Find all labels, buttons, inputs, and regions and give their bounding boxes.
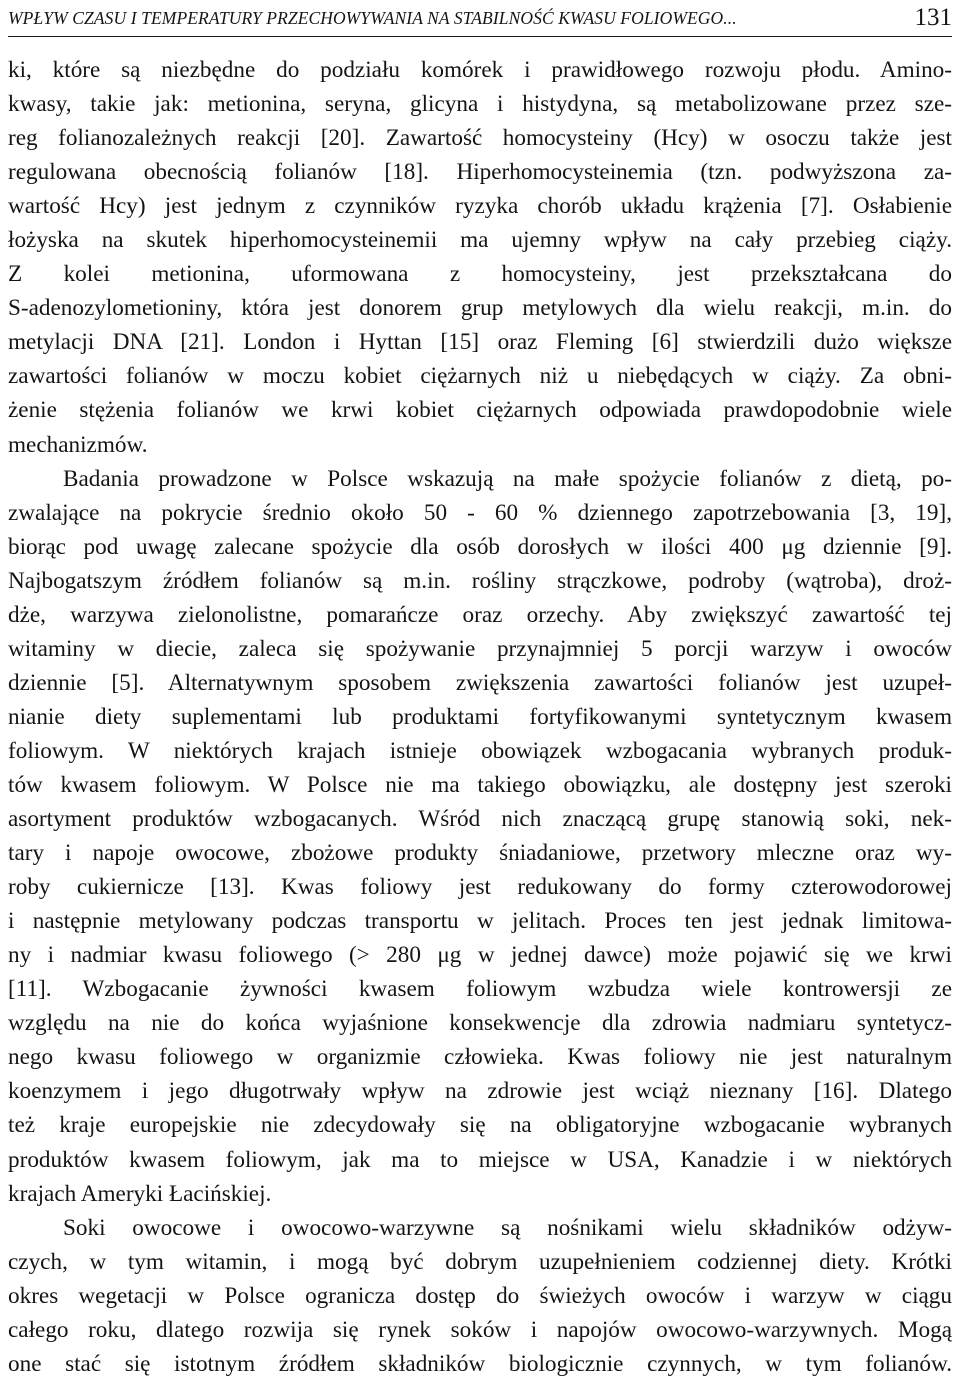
paragraph bbox=[8, 1211, 952, 1381]
text-line: metylacji DNA [21]. London i Hyttan [15] oraz Fleming [6] stwierdzili dużo większe bbox=[8, 329, 952, 356]
text-line: regulowana obecnością folianów [18]. Hiperhomocysteinemia (tzn. podwyższona za- bbox=[8, 159, 952, 186]
text-line: dziennie [5]. Alternatywnym sposobem zwiększenia zawartości folianów jest uzupeł- bbox=[8, 669, 952, 696]
text-line: wartość Hcy) jest jednym z czynników ryzyka chorób układu krążenia [7]. Osłabienie bbox=[8, 193, 952, 220]
text-line: [11]. Wzbogacanie żywności kwasem foliowym wzbudza wiele kontrowersji ze bbox=[8, 976, 952, 1003]
text-line: kwasy, takie jak: metionina, seryna, glicyna i histydyna, są metabolizowane przez sze- bbox=[8, 91, 952, 118]
paragraph bbox=[8, 53, 952, 462]
running-title: WPŁYW CZASU I TEMPERATURY PRZECHOWYWANIA NA STABILNOŚĆ KWASU FOLIOWEGO... bbox=[8, 8, 737, 28]
text-line: produktów kwasem foliowym, jak ma to miejsce w USA, Kanadzie i w niektórych bbox=[8, 1146, 952, 1173]
text-line: dże, warzywa zielonolistne, pomarańcze oraz orzechy. Aby zwiększyć zawartość tej bbox=[8, 601, 952, 628]
text-line: roby cukiernicze [13]. Kwas foliowy jest redukowany do formy czterowodorowej bbox=[8, 874, 952, 901]
body-text bbox=[8, 53, 952, 1381]
text-line: i następnie metylowany podczas transportu w jelitach. Proces ten jest jednak limitowa- bbox=[8, 908, 952, 935]
text-line: ki, które są niezbędne do podziału komórek i prawidłowego rozwoju płodu. Amino- bbox=[8, 57, 952, 83]
text-line: asortyment produktów wzbogacanych. Wśród nich znaczącą grupę stanowią soki, nek- bbox=[8, 806, 952, 833]
text-line: krajach Ameryki Łacińskiej. bbox=[8, 1180, 272, 1207]
text-line: S-adenozylometioniny, która jest donorem grup metylowych dla wielu reakcji, m.in. do bbox=[8, 295, 952, 322]
text-line: koenzymem i jego długotrwały wpływ na zdrowie jest wciąż nieznany [16]. Dlatego bbox=[8, 1078, 952, 1105]
text-line: czych, w tym witamin, i mogą być dobrym uzupełnieniem codziennej diety. Krótki bbox=[8, 1248, 952, 1275]
text-line: tary i napoje owocowe, zbożowe produkty śniadaniowe, przetwory mleczne oraz wy- bbox=[8, 840, 952, 867]
text-line: okres wegetacji w Polsce ogranicza dostęp do świeżych owoców i warzyw w ciągu bbox=[8, 1282, 952, 1309]
text-line: żenie stężenia folianów we krwi kobiet ciężarnych odpowiada prawdopodobnie wiele bbox=[8, 397, 952, 424]
running-header bbox=[8, 4, 952, 34]
text-line: witaminy w diecie, zaleca się spożywanie przynajmniej 5 porcji warzyw i owoców bbox=[8, 635, 952, 662]
text-line: reg folianozależnych reakcji [20]. Zawartość homocysteiny (Hcy) w osoczu także jest bbox=[8, 125, 952, 152]
text-line: Najbogatszym źródłem folianów są m.in. rośliny strączkowe, podroby (wątroba), droż- bbox=[8, 567, 952, 594]
text-line: mechanizmów. bbox=[8, 431, 148, 458]
text-line: Soki owocowe i owocowo-warzywne są nośnikami wielu składników odżyw- bbox=[63, 1214, 952, 1241]
text-line: nianie diety suplementami lub produktami fortyfikowanymi syntetycznym kwasem bbox=[8, 703, 952, 730]
page-number: 131 bbox=[914, 4, 952, 31]
header-divider bbox=[8, 36, 952, 37]
text-line: Z kolei metionina, uformowana z homocysteiny, jest przekształcana do bbox=[8, 261, 952, 288]
text-line: Badania prowadzone w Polsce wskazują na małe spożycie folianów z dietą, po- bbox=[63, 465, 952, 492]
text-line: zwalające na pokrycie średnio około 50 - 60 % dziennego zapotrzebowania [3, 19], bbox=[8, 499, 952, 526]
text-line: całego roku, dlatego rozwija się rynek soków i napojów owocowo-warzywnych. Mogą bbox=[8, 1316, 952, 1343]
text-line: one stać się istotnym źródłem składników biologicznie czynnych, w tym folianów. bbox=[8, 1350, 952, 1377]
text-line: tów kwasem foliowym. W Polsce nie ma takiego obowiązku, ale dostępny jest szeroki bbox=[8, 771, 952, 798]
text-line: względu na nie do końca wyjaśnione konsekwencje dla zdrowia nadmiaru syntetycz- bbox=[8, 1010, 952, 1037]
paragraph bbox=[8, 462, 952, 1211]
text-line: zawartości folianów w moczu kobiet ciężarnych niż u niebędących w ciąży. Za obni- bbox=[8, 363, 952, 390]
text-line: ny i nadmiar kwasu foliowego (> 280 μg w jednej dawce) może pojawić się we krwi bbox=[8, 942, 952, 969]
text-line: łożyska na skutek hiperhomocysteinemii ma ujemny wpływ na cały przebieg ciąży. bbox=[8, 227, 952, 254]
text-line: foliowym. W niektórych krajach istnieje obowiązek wzbogacania wybranych produk- bbox=[8, 737, 952, 764]
text-line: biorąc pod uwagę zalecane spożycie dla osób dorosłych w ilości 400 μg dziennie [9]. bbox=[8, 533, 952, 560]
text-line: nego kwasu foliowego w organizmie człowieka. Kwas foliowy nie jest naturalnym bbox=[8, 1044, 952, 1071]
text-line: też kraje europejskie nie zdecydowały się na obligatoryjne wzbogacanie wybranych bbox=[8, 1112, 952, 1139]
